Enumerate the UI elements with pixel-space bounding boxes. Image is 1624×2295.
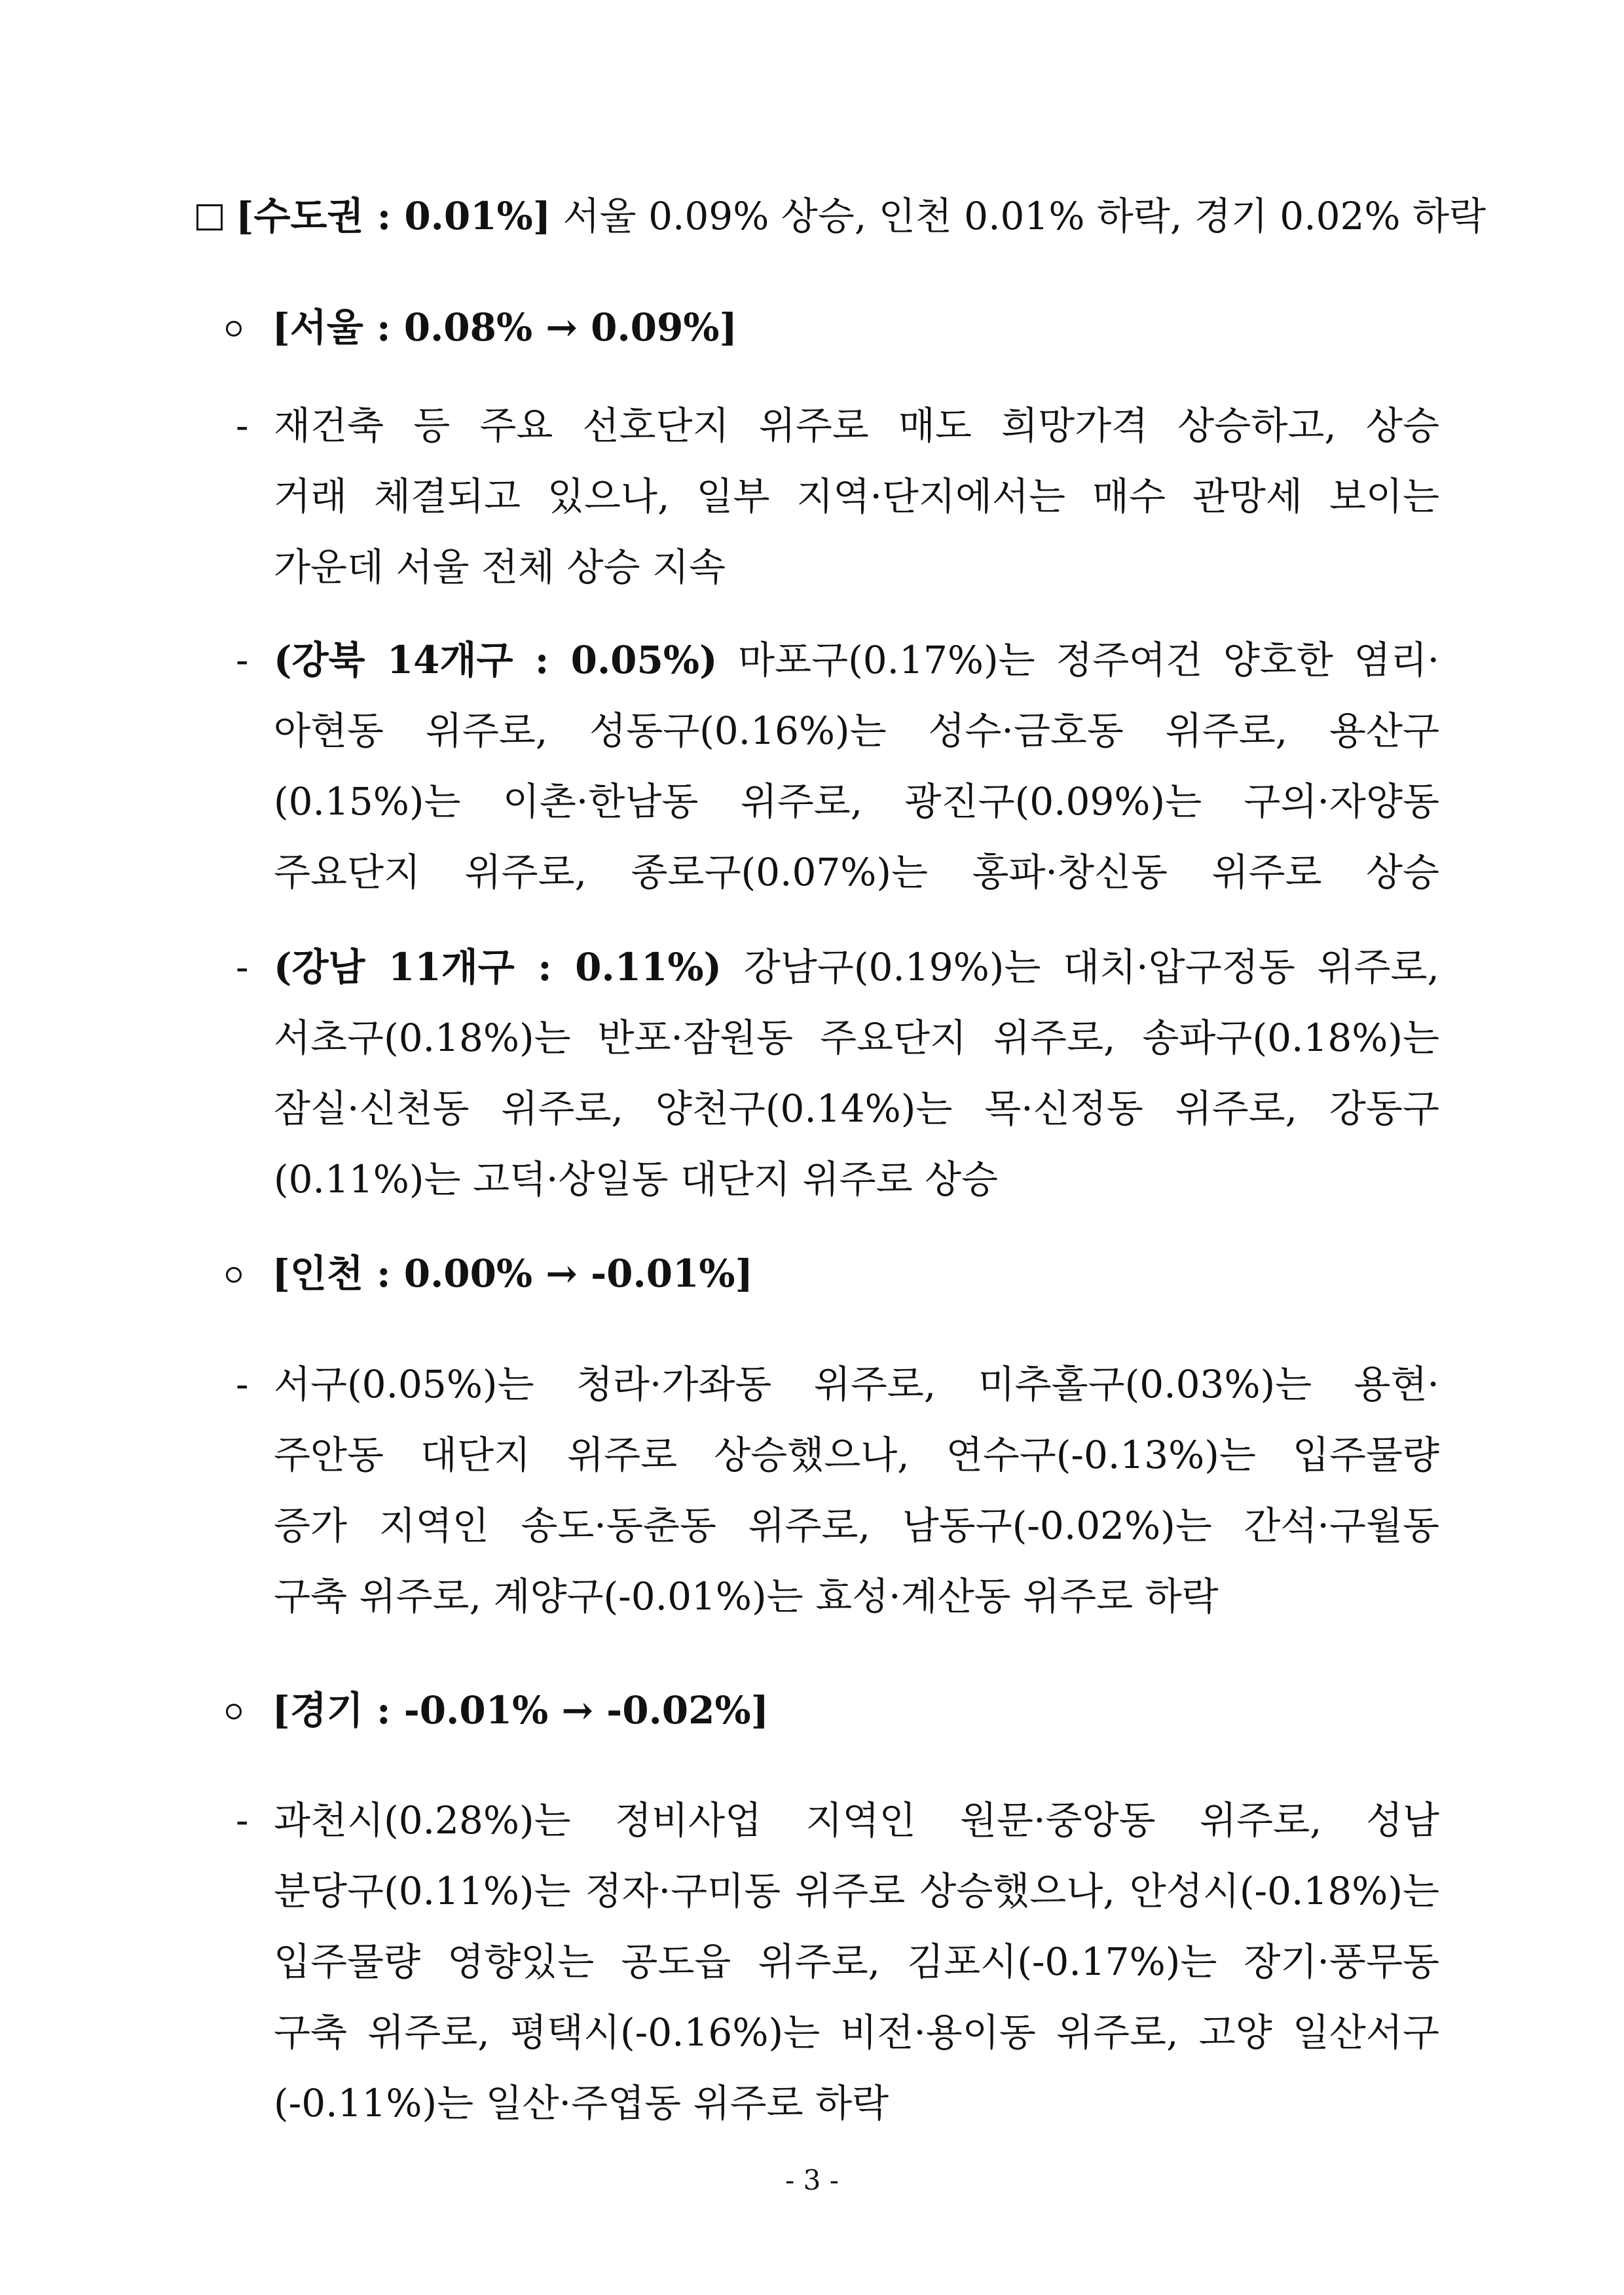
seoul-p1-line: 재건축 등 주요 선호단지 위주로 매도 희망가격 상승하고, 상승	[274, 403, 1439, 448]
gangbuk-label: (강북 14개구 : 0.05%)	[274, 638, 718, 682]
dash-bullet: -	[236, 945, 249, 989]
seoul-title: [서울 : 0.08% → 0.09%]	[272, 305, 737, 350]
seoul-paragraph-1	[274, 399, 1439, 452]
dash-bullet: -	[236, 1798, 249, 1843]
incheon-p1-text: 서구(0.05%)는 청라·가좌동 위주로, 미추홀구(0.03%)는 용현·	[274, 1362, 1439, 1406]
dash-bullet: -	[236, 1362, 249, 1406]
section-heading	[196, 190, 1486, 242]
gyeonggi-p1-line-1	[274, 1794, 1439, 1846]
gyeonggi-p1-text: 입주물량 영향있는 공도읍 위주로, 김포시(-0.17%)는 장기·풍무동	[274, 1939, 1439, 1984]
incheon-p1-text: 증가 지역인 송도·동춘동 위주로, 남동구(-0.02%)는 간석·구월동	[274, 1503, 1439, 1548]
seoul-p1-line-3: 가운데 서울 전체 상승 지속	[274, 545, 726, 589]
seoul-p2-text: 아현동 위주로, 성동구(0.16%)는 성수·금호동 위주로, 용산구	[274, 708, 1439, 753]
dash-bullet: -	[236, 403, 249, 448]
incheon-p1-line-1	[274, 1358, 1439, 1410]
seoul-p2-text: (0.15%)는 이촌·한남동 위주로, 광진구(0.09%)는 구의·자양동	[274, 779, 1439, 824]
seoul-p3-line-1	[274, 941, 1439, 993]
seoul-p1-line-text: 거래 체결되고 있으나, 일부 지역·단지에서는 매수 관망세 보이는	[274, 474, 1439, 519]
seoul-p3-line-2	[274, 1012, 1439, 1064]
incheon-p1-line-4: 구축 위주로, 계양구(-0.01%)는 효성·계산동 위주로 하락	[274, 1574, 1219, 1619]
gyeonggi-p1-text: 구축 위주로, 평택시(-0.16%)는 비전·용이동 위주로, 고양 일산서구	[274, 2010, 1439, 2055]
incheon-p1-line-3	[274, 1499, 1439, 1552]
seoul-title-line	[226, 301, 737, 354]
incheon-title-line	[226, 1247, 753, 1300]
incheon-p1-line-2	[274, 1429, 1439, 1481]
heading-label: [수도권 : 0.01%]	[236, 194, 551, 238]
gyeonggi-p1-line-4	[274, 2006, 1439, 2059]
seoul-p2-text: 주요단지 위주로, 종로구(0.07%)는 홍파·창신동 위주로 상승	[274, 850, 1439, 894]
incheon-title: [인천 : 0.00% → -0.01%]	[272, 1251, 753, 1296]
seoul-p3-text: 잠실·신천동 위주로, 양천구(0.14%)는 목·신정동 위주로, 강동구	[274, 1086, 1439, 1131]
gyeonggi-p1-line-2	[274, 1865, 1439, 1917]
gyeonggi-p1-line-3	[274, 1936, 1439, 1988]
dash-bullet: -	[236, 638, 249, 682]
gyeonggi-p1-line-5: (-0.11%)는 일산·주엽동 위주로 하락	[274, 2081, 889, 2125]
seoul-p3-text: 서초구(0.18%)는 반포·잠원동 주요단지 위주로, 송파구(0.18%)는	[274, 1016, 1439, 1060]
seoul-p3-line-3	[274, 1082, 1439, 1135]
seoul-p2-line-2	[274, 705, 1439, 757]
page-number: - 3 -	[785, 2164, 839, 2196]
seoul-p1-line-2	[274, 470, 1439, 523]
incheon-p1-text: 주안동 대단지 위주로 상승했으나, 연수구(-0.13%)는 입주물량	[274, 1433, 1439, 1477]
gangnam-label: (강남 11개구 : 0.11%)	[274, 945, 722, 989]
gyeonggi-title-line	[226, 1684, 769, 1736]
gyeonggi-p1-text: 과천시(0.28%)는 정비사업 지역인 원문·중앙동 위주로, 성남	[274, 1798, 1439, 1843]
heading-text: 서울 0.09% 상승, 인천 0.01% 하락, 경기 0.02% 하락	[563, 194, 1486, 238]
seoul-p2-line-3	[274, 775, 1439, 828]
circle-bullet-icon	[226, 1267, 242, 1283]
circle-bullet-icon	[226, 321, 242, 337]
gangnam-first: 강남구(0.19%)는 대치·압구정동 위주로,	[743, 945, 1439, 989]
seoul-p3-line-4: (0.11%)는 고덕·상일동 대단지 위주로 상승	[274, 1157, 999, 1202]
checkbox-square-icon	[196, 204, 223, 230]
seoul-p2-line-1	[274, 634, 1439, 686]
circle-bullet-icon	[226, 1704, 242, 1719]
gyeonggi-title: [경기 : -0.01% → -0.02%]	[272, 1688, 769, 1733]
gyeonggi-p1-text: 분당구(0.11%)는 정자·구미동 위주로 상승했으나, 안성시(-0.18%)는	[274, 1869, 1439, 1913]
seoul-p2-line-4	[274, 846, 1439, 898]
gangbuk-first: 마포구(0.17%)는 정주여건 양호한 염리·	[738, 638, 1440, 682]
